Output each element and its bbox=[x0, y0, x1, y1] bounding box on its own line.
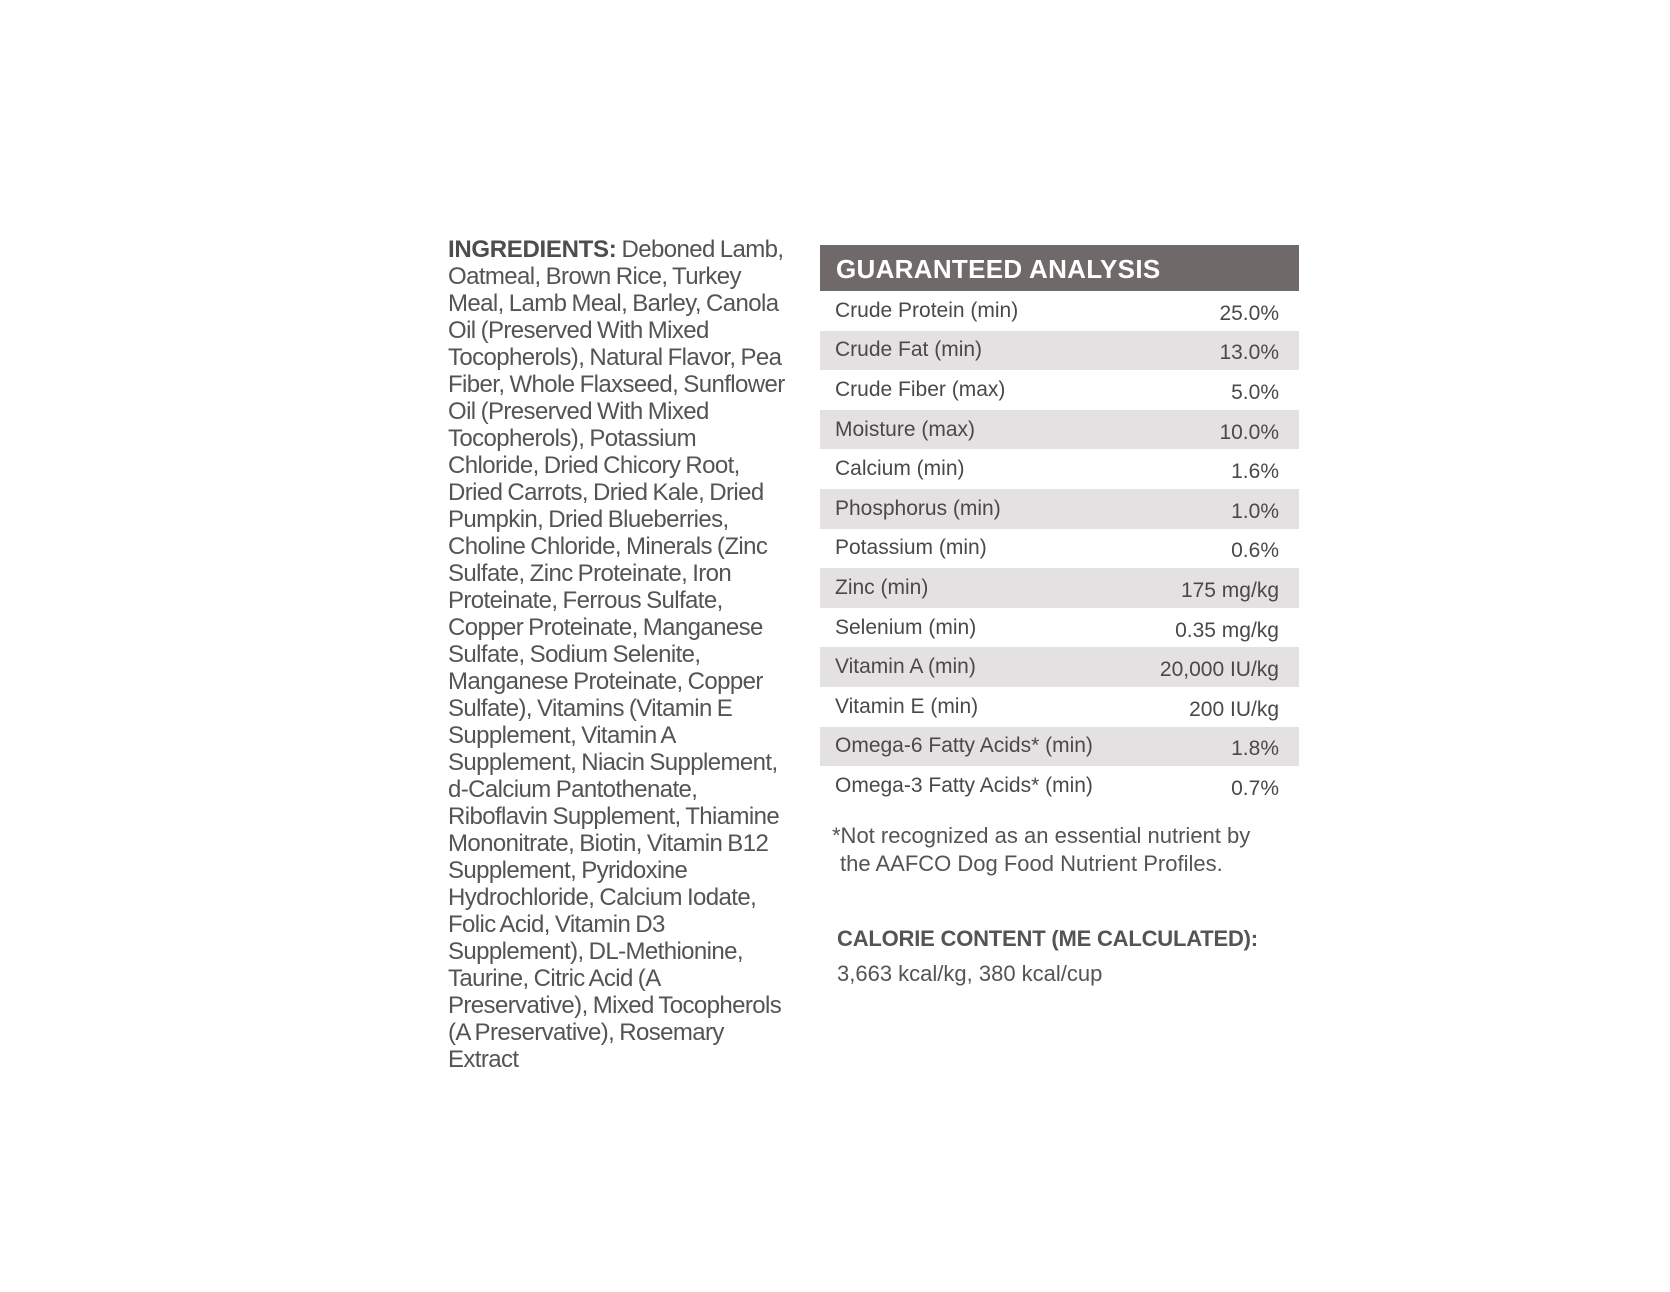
analysis-row bbox=[820, 568, 1299, 608]
analysis-row-value: 25.0% bbox=[1219, 301, 1279, 325]
analysis-row bbox=[820, 370, 1299, 410]
analysis-row-name: Potassium (min) bbox=[835, 536, 987, 560]
analysis-row bbox=[820, 410, 1299, 450]
analysis-row bbox=[820, 291, 1299, 331]
analysis-rows bbox=[820, 291, 1299, 806]
calorie-content bbox=[837, 926, 1317, 987]
analysis-row bbox=[820, 331, 1299, 371]
analysis-row-value: 0.7% bbox=[1231, 776, 1279, 800]
footnote bbox=[832, 822, 1312, 878]
analysis-row-value: 200 IU/kg bbox=[1189, 697, 1279, 721]
analysis-row-value: 1.6% bbox=[1231, 460, 1279, 484]
analysis-row bbox=[820, 727, 1299, 767]
analysis-row-name: Zinc (min) bbox=[835, 575, 929, 599]
analysis-row bbox=[820, 687, 1299, 727]
analysis-row-name: Crude Protein (min) bbox=[835, 298, 1019, 322]
guaranteed-analysis-title: GUARANTEED ANALYSIS bbox=[820, 245, 1299, 291]
analysis-row-value: 175 mg/kg bbox=[1180, 578, 1279, 602]
footnote-line-2: the AAFCO Dog Food Nutrient Profiles. bbox=[840, 851, 1223, 876]
analysis-row-name: Calcium (min) bbox=[835, 457, 965, 481]
analysis-row-name: Vitamin E (min) bbox=[835, 694, 979, 718]
ingredients-text: Deboned Lamb, Oatmeal, Brown Rice, Turkey Meal, Lamb Meal, Barley, Canola Oil (Preserved With Mixed Tocopherols), Natural Flavor, Pea Fiber, Whole Flaxseed, Sunflower Oil (Preserved With Mixed Tocopherols), Potassium Chloride, Dried Chicory Root, Dried Carrots, Dried Kale, Dried Pumpkin, Dried Blueberries, Choline Chloride, Minerals (Zinc Sulfate, Zinc Proteinate, Iron Proteinate, Ferrous Sulfate, Copper Proteinate, Manganese Sulfate, Sodium Selenite, Manganese Proteinate, Copper Sulfate), Vitamins (Vitamin E Supplement, Vitamin A Supplement, Niacin Supplement, d-Calcium Pantothenate, Riboflavin Supplement, Thiamine Mononitrate, Biotin, Vitamin B12 Supplement, Pyridoxine Hydrochloride, Calcium Iodate, Folic Acid, Vitamin D3 Supplement), DL-Methionine, Taurine, Citric Acid (A Preservative), Mixed Tocopherols (A Preservative), Rosemary Extract bbox=[448, 236, 785, 1073]
analysis-row-name: Moisture (max) bbox=[835, 417, 976, 441]
analysis-row-value: 5.0% bbox=[1231, 380, 1279, 404]
analysis-row-value: 0.35 mg/kg bbox=[1175, 618, 1279, 642]
analysis-row-name: Vitamin A (min) bbox=[835, 655, 976, 679]
analysis-row-value: 20,000 IU/kg bbox=[1159, 658, 1279, 682]
analysis-row-value: 13.0% bbox=[1219, 341, 1279, 365]
analysis-row bbox=[820, 608, 1299, 648]
ingredients-block bbox=[448, 236, 788, 1073]
analysis-row-value: 0.6% bbox=[1231, 539, 1279, 563]
ingredients-label: INGREDIENTS: bbox=[448, 236, 617, 263]
analysis-row-name: Omega-6 Fatty Acids* (min) bbox=[835, 734, 1093, 758]
analysis-row-name: Crude Fiber (max) bbox=[835, 377, 1006, 401]
analysis-row bbox=[820, 529, 1299, 569]
calorie-content-value: 3,663 kcal/kg, 380 kcal/cup bbox=[837, 961, 1103, 986]
analysis-row bbox=[820, 489, 1299, 529]
analysis-row-value: 10.0% bbox=[1219, 420, 1279, 444]
footnote-line-1: *Not recognized as an essential nutrient by bbox=[832, 823, 1251, 848]
analysis-row-value: 1.8% bbox=[1231, 737, 1279, 761]
analysis-row bbox=[820, 647, 1299, 687]
analysis-row bbox=[820, 766, 1299, 806]
analysis-row-name: Phosphorus (min) bbox=[835, 496, 1001, 520]
analysis-row-name: Selenium (min) bbox=[835, 615, 977, 639]
guaranteed-analysis-table bbox=[820, 245, 1299, 806]
analysis-row-value: 1.0% bbox=[1231, 499, 1279, 523]
analysis-row-name: Omega-3 Fatty Acids* (min) bbox=[835, 773, 1093, 797]
calorie-content-title: CALORIE CONTENT (ME CALCULATED): bbox=[837, 926, 1258, 951]
analysis-row bbox=[820, 449, 1299, 489]
analysis-row-name: Crude Fat (min) bbox=[835, 338, 983, 362]
